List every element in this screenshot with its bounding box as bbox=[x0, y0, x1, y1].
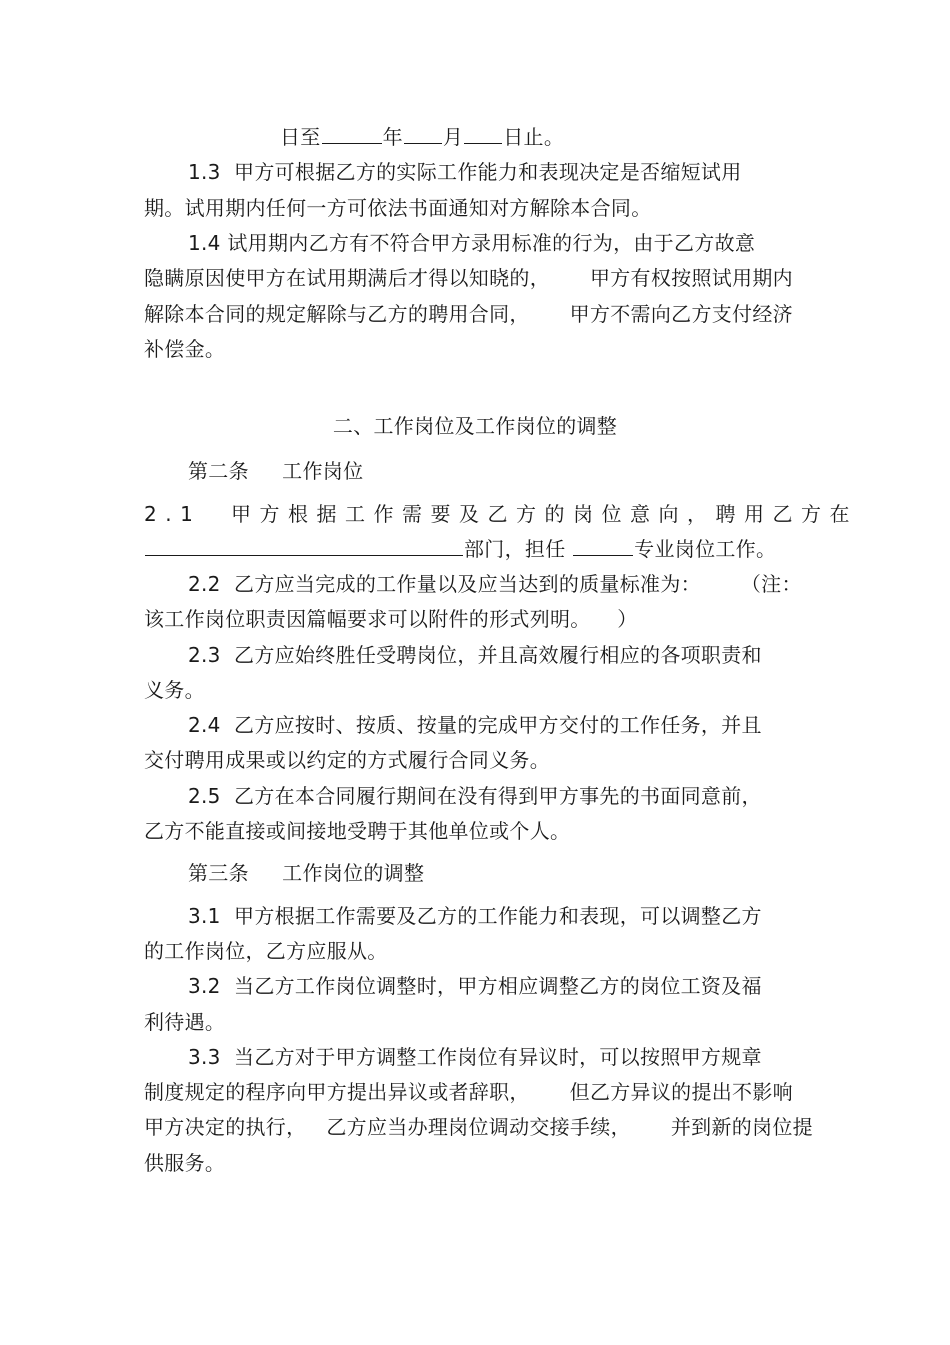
month-blank bbox=[404, 125, 442, 144]
clause-1-4-line-3: 解除本合同的规定解除与乙方的聘用合同， 甲方不需向乙方支付经济 bbox=[144, 302, 793, 326]
clause-2-1-line-2 bbox=[144, 537, 776, 561]
clause-1-4-line-1: 1.4 试用期内乙方有不符合甲方录用标准的行为，由于乙方故意 bbox=[188, 231, 756, 255]
date-text-day-from: 日至 bbox=[280, 125, 321, 149]
date-text-year: 年 bbox=[382, 125, 403, 149]
clause-2-3-line-1: 2.3 乙方应始终胜任受聘岗位，并且高效履行相应的各项职责和 bbox=[188, 643, 762, 667]
clause-2-3-line-2: 义务。 bbox=[144, 678, 205, 702]
clause-2-2-line-1: 2.2 乙方应当完成的工作量以及应当达到的质量标准为： （注： bbox=[188, 572, 802, 596]
clause-2-5-line-1: 2.5 乙方在本合同履行期间在没有得到甲方事先的书面同意前， bbox=[188, 784, 762, 808]
clause-3-1-line-1: 3.1 甲方根据工作需要及乙方的工作能力和表现，可以调整乙方 bbox=[188, 904, 762, 928]
clause-2-5-line-2: 乙方不能直接或间接地受聘于其他单位或个人。 bbox=[144, 819, 571, 843]
date-text-end: 日止。 bbox=[503, 125, 565, 149]
article-3-heading: 第三条 工作岗位的调整 bbox=[188, 861, 425, 885]
date-range-line bbox=[280, 125, 564, 149]
department-blank bbox=[145, 537, 463, 556]
clause-3-1-line-2: 的工作岗位，乙方应服从。 bbox=[144, 939, 388, 963]
clause-2-4-line-2: 交付聘用成果或以约定的方式履行合同义务。 bbox=[144, 748, 550, 772]
day-blank bbox=[464, 125, 502, 144]
clause-2-1-line-1: 2.1 甲方根据工作需要及乙方的岗位意向，聘用乙方在 bbox=[144, 502, 859, 526]
position-text: 专业岗位工作。 bbox=[634, 537, 777, 561]
article-2-heading: 第二条 工作岗位 bbox=[188, 459, 364, 483]
clause-3-2-line-1: 3.2 当乙方工作岗位调整时，甲方相应调整乙方的岗位工资及福 bbox=[188, 974, 762, 998]
clause-2-4-line-1: 2.4 乙方应按时、按质、按量的完成甲方交付的工作任务，并且 bbox=[188, 713, 762, 737]
clause-1-3-line-1: 1.3 甲方可根据乙方的实际工作能力和表现决定是否缩短试用 bbox=[188, 160, 742, 184]
clause-3-3-line-4: 供服务。 bbox=[144, 1151, 226, 1175]
section-2-title: 二、工作岗位及工作岗位的调整 bbox=[332, 414, 618, 438]
position-blank bbox=[573, 537, 633, 556]
year-blank bbox=[322, 125, 382, 144]
date-text-month: 月 bbox=[442, 125, 464, 149]
department-text: 部门，担任 bbox=[464, 537, 573, 561]
clause-1-4-line-4: 补偿金。 bbox=[144, 337, 226, 361]
clause-2-2-line-2: 该工作岗位职责因篇幅要求可以附件的形式列明。 ） bbox=[144, 607, 638, 631]
clause-3-2-line-2: 利待遇。 bbox=[144, 1010, 226, 1034]
clause-3-3-line-1: 3.3 当乙方对于甲方调整工作岗位有异议时，可以按照甲方规章 bbox=[188, 1045, 762, 1069]
clause-3-3-line-2: 制度规定的程序向甲方提出异议或者辞职， 但乙方异议的提出不影响 bbox=[144, 1080, 793, 1104]
clause-3-3-line-3: 甲方决定的执行， 乙方应当办理岗位调动交接手续， 并到新的岗位提 bbox=[144, 1115, 813, 1139]
clause-1-4-line-2: 隐瞒原因使甲方在试用期满后才得以知晓的， 甲方有权按照试用期内 bbox=[144, 266, 793, 290]
clause-1-3-line-2: 期。试用期内任何一方可依法书面通知对方解除本合同。 bbox=[144, 196, 652, 220]
